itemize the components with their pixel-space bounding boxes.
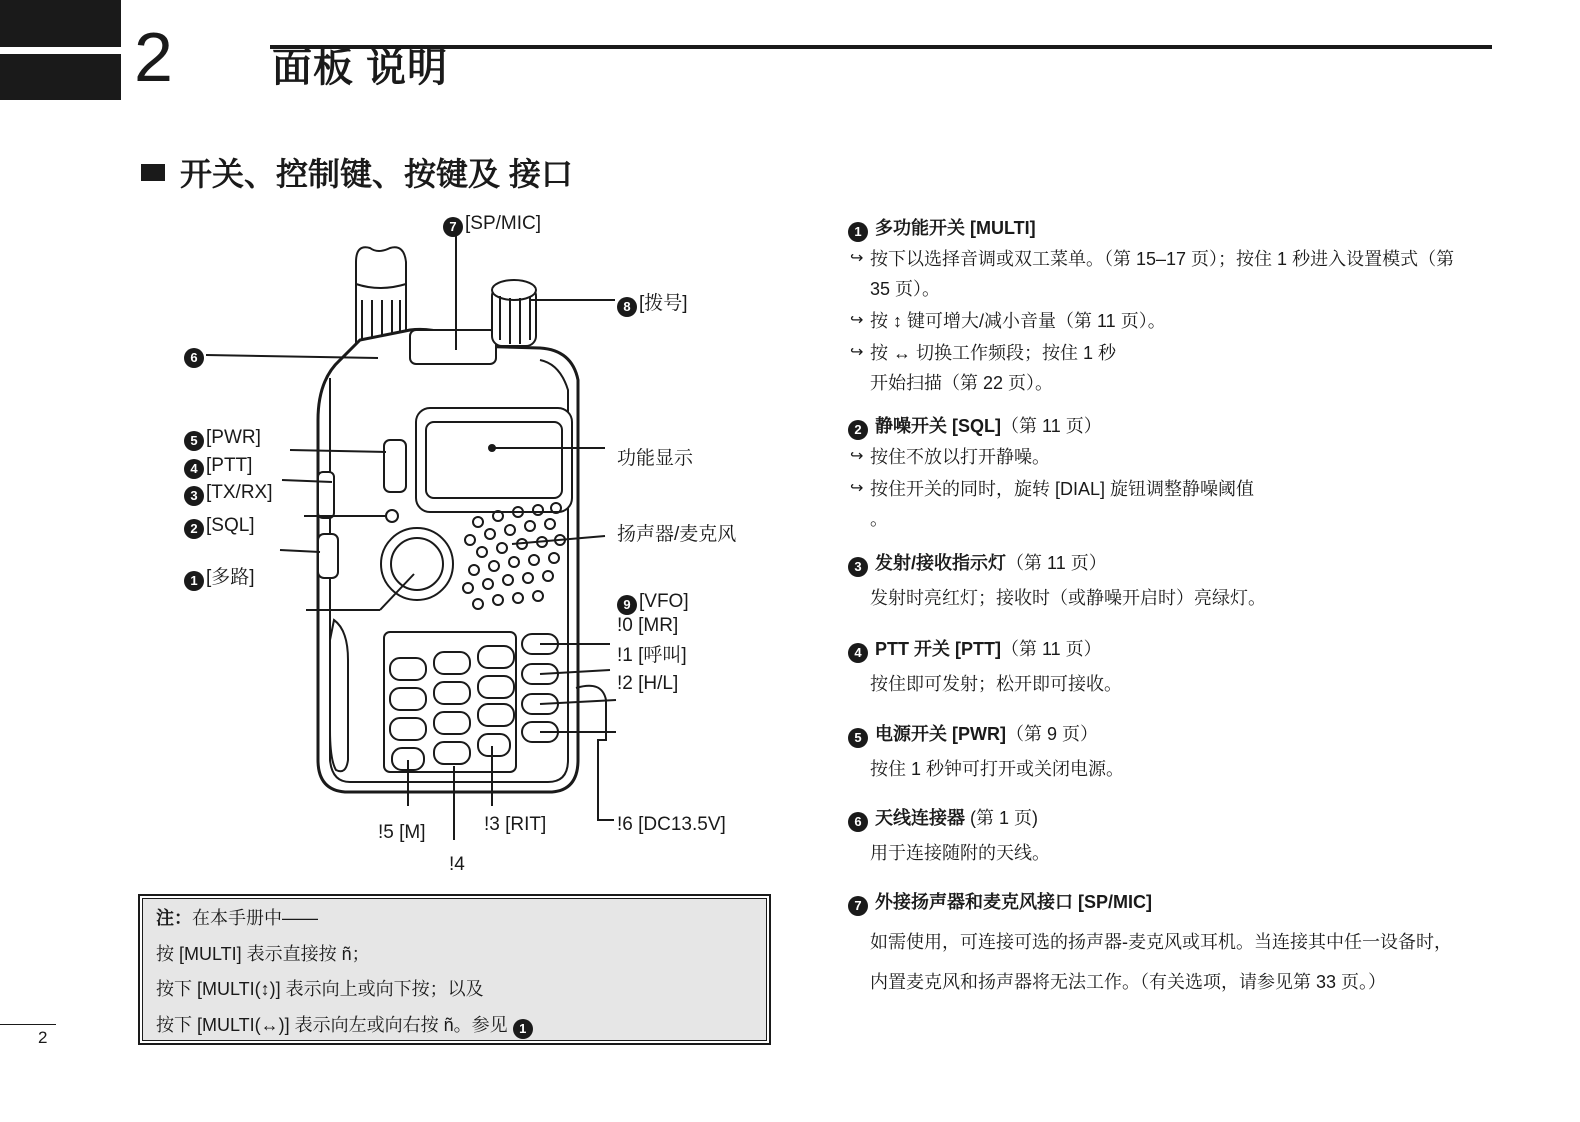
label-mr: !0 [MR] — [617, 615, 679, 636]
desc-3-text: 发射时亮红灯；接收时（或静噪开启时）亮绿灯。 — [870, 588, 1266, 608]
label-speaker: 扬声器/麦克风 — [617, 524, 737, 545]
note-box — [138, 894, 771, 1045]
header-rule — [270, 45, 1492, 49]
desc-2-bullet-2: ↪ 按住开关的同时，旋转 [DIAL] 旋钮调整静噪阈值 。 — [850, 479, 1255, 529]
chapter-tab-bar-top — [0, 0, 121, 47]
label-keypad: !4 — [449, 854, 465, 875]
desc-2: 2 静噪开关 [SQL]（第 11 页） ↪ 按住不放以打开静噪。 ↪ 按住开关的同时，旋转 [DIAL] 旋钮调整静噪阈值 。 — [848, 413, 1538, 534]
function-display — [416, 408, 572, 512]
page-number-rule — [0, 1024, 56, 1025]
label-pwr: 5 [PWR] — [184, 426, 261, 451]
page-number: 2 — [38, 1028, 48, 1047]
desc-3: 3 发射/接收指示灯（第 11 页） 发射时亮红灯；接收时（或静噪开启时）亮绿灯。 — [848, 550, 1538, 613]
desc-2-title: 静噪开关 [SQL] — [875, 416, 1002, 436]
desc-6-title: 天线连接器 — [875, 808, 966, 828]
label-m: !5 [M] — [378, 822, 426, 843]
note-title-line: 注：在本手册中—— — [156, 908, 318, 928]
label-sql: 2 [SQL] — [184, 514, 255, 539]
section-title: 开关、控制键、按键及 接口 — [180, 156, 573, 192]
label-hl: !2 [H/L] — [617, 673, 679, 694]
label-ptt: 4 [PTT] — [184, 454, 252, 479]
desc-5-text: 按住 1 秒钟可打开或关闭电源。 — [870, 759, 1125, 779]
desc-6-text: 用于连接随附的天线。 — [870, 843, 1050, 863]
desc-1-bullet-3: ↪ 按 ↔ 切换工作频段；按住 1 秒 开始扫描（第 22 页）。 — [850, 343, 1117, 393]
desc-1-bullet-1: ↪ 按下以选择音调或双工菜单。（第 15–17 页）；按住 1 秒进入设置模式（第 35 页）。 — [850, 249, 1455, 299]
callout-5: 5 — [184, 431, 204, 451]
callout-1: 1 — [184, 571, 204, 591]
desc-4-text: 按住即可发射；松开即可接收。 — [870, 674, 1122, 694]
desc-7: 7 外接扬声器和麦克风接口 [SP/MIC] 如需使用，可连接可选的扬声器-麦克风或耳机。当连接其中任一设备时， 内置麦克风和扬声器将无法工作。（有关选项，请参见第 33 页。） — [848, 889, 1538, 1002]
desc-4-title: PTT 开关 [PTT] — [875, 639, 1001, 659]
callout-9: 9 — [617, 595, 637, 615]
callout-2: 2 — [184, 519, 204, 539]
label-dial: 8 [拨号] — [617, 292, 688, 317]
callout-8: 8 — [617, 297, 637, 317]
desc-1-bullet-2: ↪ 按 ↕ 键可增大/减小音量（第 11 页）。 — [850, 311, 1166, 331]
note-line-3: 按下 [MULTI(↔)] 表示向左或向右按 ñ。参见 1 — [156, 1013, 535, 1039]
desc-7-text: 如需使用，可连接可选的扬声器-麦克风或耳机。当连接其中任一设备时， 内置麦克风和扬声器将无法工作。（有关选项，请参见第 33 页。） — [870, 932, 1452, 992]
desc-5: 5 电源开关 [PWR]（第 9 页） 按住 1 秒钟可打开或关闭电源。 — [848, 721, 1538, 784]
label-rit: !3 [RIT] — [484, 814, 547, 835]
sp-mic-jack — [410, 330, 496, 364]
label-display: 功能显示 — [617, 448, 694, 469]
chapter-tab-bar-bottom — [0, 54, 121, 100]
label-txrx: 3 [TX/RX] — [184, 481, 273, 506]
desc-4: 4 PTT 开关 [PTT]（第 11 页） 按住即可发射；松开即可接收。 — [848, 636, 1538, 699]
callout-6: 6 — [184, 348, 204, 368]
label-vfo: 9 [VFO] — [617, 590, 689, 615]
chapter-number: 2 — [134, 18, 173, 96]
callout-4: 4 — [184, 459, 204, 479]
chapter-title: 面板 说明 — [272, 46, 449, 90]
desc-2-bullet-1: ↪ 按住不放以打开静噪。 — [850, 447, 1050, 467]
desc-7-title: 外接扬声器和麦克风接口 [SP/MIC] — [875, 892, 1153, 912]
note-line-2: 按下 [MULTI(↕)] 表示向上或向下按；以及 — [156, 979, 484, 999]
note-line-1: 按 [MULTI] 表示直接按 ñ； — [156, 944, 370, 964]
callout-3: 3 — [184, 486, 204, 506]
callout-7: 7 — [443, 217, 463, 237]
desc-5-title: 电源开关 [PWR] — [875, 724, 1006, 744]
label-sp-mic: 7 [SP/MIC] — [443, 212, 541, 237]
desc-1-title: 多功能开关 [MULTI] — [875, 218, 1036, 238]
desc-3-title: 发射/接收指示灯 — [875, 553, 1007, 573]
section-bullet-square — [141, 164, 165, 181]
label-multi: 1 [多路] — [184, 566, 255, 591]
label-antenna — [184, 343, 206, 368]
label-call: !1 [呼叫] — [617, 645, 687, 666]
desc-6: 6 天线连接器 (第 1 页) 用于连接随附的天线。 — [848, 805, 1538, 868]
desc-1: 1 多功能开关 [MULTI] ↪ 按下以选择音调或双工菜单。（第 15–17 页）；按住 1 秒进入设置模式（第 35 页）。 ↪ 按 ↕ 键可增大/减小音量（第 11 页）。 ↪ 按 ↔ 切换工作频段；按住 1 秒 开始扫描（第 22 页）。 — [848, 215, 1538, 398]
label-dc: !6 [DC13.5V] — [617, 814, 726, 835]
